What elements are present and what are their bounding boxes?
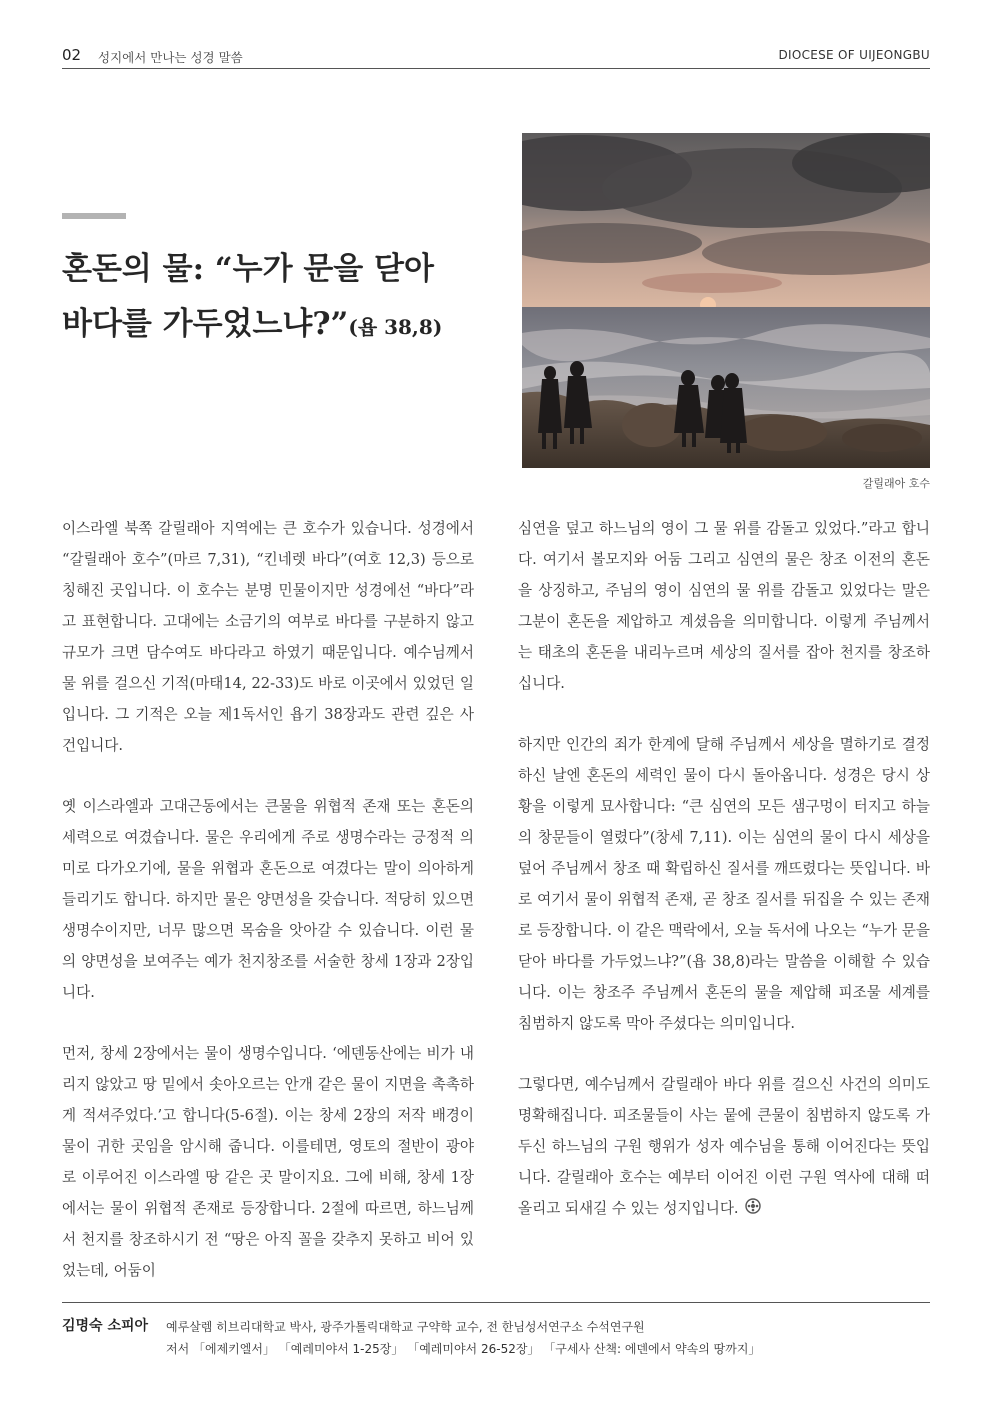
left-paragraph-1: 이스라엘 북쪽 갈릴래아 지역에는 큰 호수가 있습니다. 성경에서 “갈릴래아 호수”(마르 7,31), “킨네렛 바다”(여호 12,3) 등으로 칭해진 곳입니다. 이 호수는 분명 민물이지만 성경에선 “바다”라고 표현합니다. 고대에는 소금기의 여부로 바다를 구분하지 않고 규모가 크면 담수여도 바다라고 하였기 때문입니다. 예수님께서 물 위를 걸으신 기적(마태14, 22-33)도 바로 이곳에서 있었던 일입니다. 그 기적은 오늘 제1독서인 욥기 38장과도 관련 깊은 사건입니다. <box>62 520 474 754</box>
page-header <box>62 44 930 69</box>
article-title <box>62 242 482 355</box>
left-paragraph-3: 먼저, 창세 2장에서는 물이 생명수입니다. ‘에덴동산에는 비가 내리지 않았고 땅 밑에서 솟아오르는 안개 같은 물이 지면을 촉촉하게 적셔주었다.’고 합니다(5-6절). 이는 창세 2장의 저작 배경이 물이 귀한 곳임을 암시해 줍니다. 이를테면, 영토의 절반이 광야로 이루어진 이스라엘 땅 같은 곳 말이지요. 그에 비해, 창세 1장에서는 물이 위협적 존재로 등장합니다. 2절에 따르면, 하느님께서 천지를 창조하시기 전 “땅은 아직 꼴을 갖추지 못하고 비어 있었는데, 어둠이 <box>62 1045 474 1279</box>
author-bio-line-1: 예루살렘 히브리대학교 박사, 광주가톨릭대학교 구약학 교수, 전 한님성서연구소 수석연구원 <box>166 1320 645 1334</box>
sunset-lake-photo <box>522 133 930 468</box>
author-bio-line-2: 저서 「에제키엘서」 「예레미야서 1-25장」 「예레미야서 26-52장」 「구세사 산책: 에덴에서 약속의 땅까지」 <box>166 1342 761 1356</box>
title-reference: (욥 38,8) <box>348 315 443 339</box>
end-mark-icon <box>745 1194 761 1225</box>
left-paragraph-2: 옛 이스라엘과 고대근동에서는 큰물을 위협적 존재 또는 혼돈의 세력으로 여겼습니다. 물은 우리에게 주로 생명수라는 긍정적 의미로 다가오기에, 물을 위협과 혼돈으로 여겼다는 말이 의아하게 들리기도 합니다. 하지만 물은 양면성을 갖습니다. 적당히 있으면 생명수이지만, 너무 많으면 목숨을 앗아갈 수 있습니다. 이런 물의 양면성을 보여주는 예가 천지창조를 서술한 창세 1장과 2장입니다. <box>62 798 474 1001</box>
right-paragraph-3-wrap <box>518 1069 930 1225</box>
photo-caption: 갈릴래아 호수 <box>862 477 930 490</box>
title-accent-bar <box>62 213 126 219</box>
author-bio <box>166 1316 760 1360</box>
right-paragraph-1: 심연을 덮고 하느님의 영이 그 물 위를 감돌고 있었다.”라고 합니다. 여기서 볼모지와 어둠 그리고 심연의 물은 창조 이전의 혼돈을 상징하고, 주님의 영이 심연의 물 위를 감돌고 있었다는 말은 그분이 혼돈을 제압하고 계셨음을 의미합니다. 이렇게 주님께서는 태초의 혼돈을 내리누르며 세상의 질서를 잡아 천지를 창조하십니다. <box>518 520 930 692</box>
right-paragraph-3: 그렇다면, 예수님께서 갈릴래아 바다 위를 걸으신 사건의 의미도 명확해집니다. 피조물들이 사는 뭍에 큰물이 침범하지 않도록 가두신 하느님의 구원 행위가 성자 예수님을 통해 이어진다는 뜻입니다. 갈릴래아 호수는 예부터 이어진 이런 구원 역사에 대해 떠올리고 되새길 수 있는 성지입니다. <box>518 1076 930 1217</box>
publisher-name: DIOCESE OF UIJEONGBU <box>778 48 930 62</box>
author-name: 김명숙 소피아 <box>62 1318 149 1334</box>
title-line-2: 바다를 가두었느냐?” <box>62 306 349 342</box>
page-number: 02 <box>62 46 82 64</box>
left-column <box>62 513 474 1316</box>
title-line-1: 혼돈의 물: “누가 문을 닫아 <box>62 251 434 287</box>
section-title: 성지에서 만나는 성경 말씀 <box>98 50 243 65</box>
right-paragraph-2: 하지만 인간의 죄가 한계에 달해 주님께서 세상을 멸하기로 결정하신 날엔 혼돈의 세력인 물이 다시 돌아옵니다. 성경은 당시 상황을 이렇게 묘사합니다: “큰 심연의 모든 샘구멍이 터지고 하늘의 창문들이 열렸다”(창세 7,11). 이는 심연의 물이 다시 세상을 덮어 주님께서 창조 때 확립하신 질서를 깨뜨렸다는 뜻입니다. 바로 여기서 물이 위협적 존재, 곧 창조 질서를 뒤집을 수 있는 존재로 등장합니다. 이 같은 맥락에서, 오늘 독서에 나오는 “누가 문을 닫아 바다를 가두었느냐?”(욥 38,8)라는 말씀을 이해할 수 있습니다. 이는 창조주 주님께서 혼돈의 물을 제압해 피조물 세계를 침범하지 않도록 막아 주셨다는 의미입니다. <box>518 736 930 1032</box>
right-column <box>518 513 930 1255</box>
author-footer <box>62 1302 930 1356</box>
